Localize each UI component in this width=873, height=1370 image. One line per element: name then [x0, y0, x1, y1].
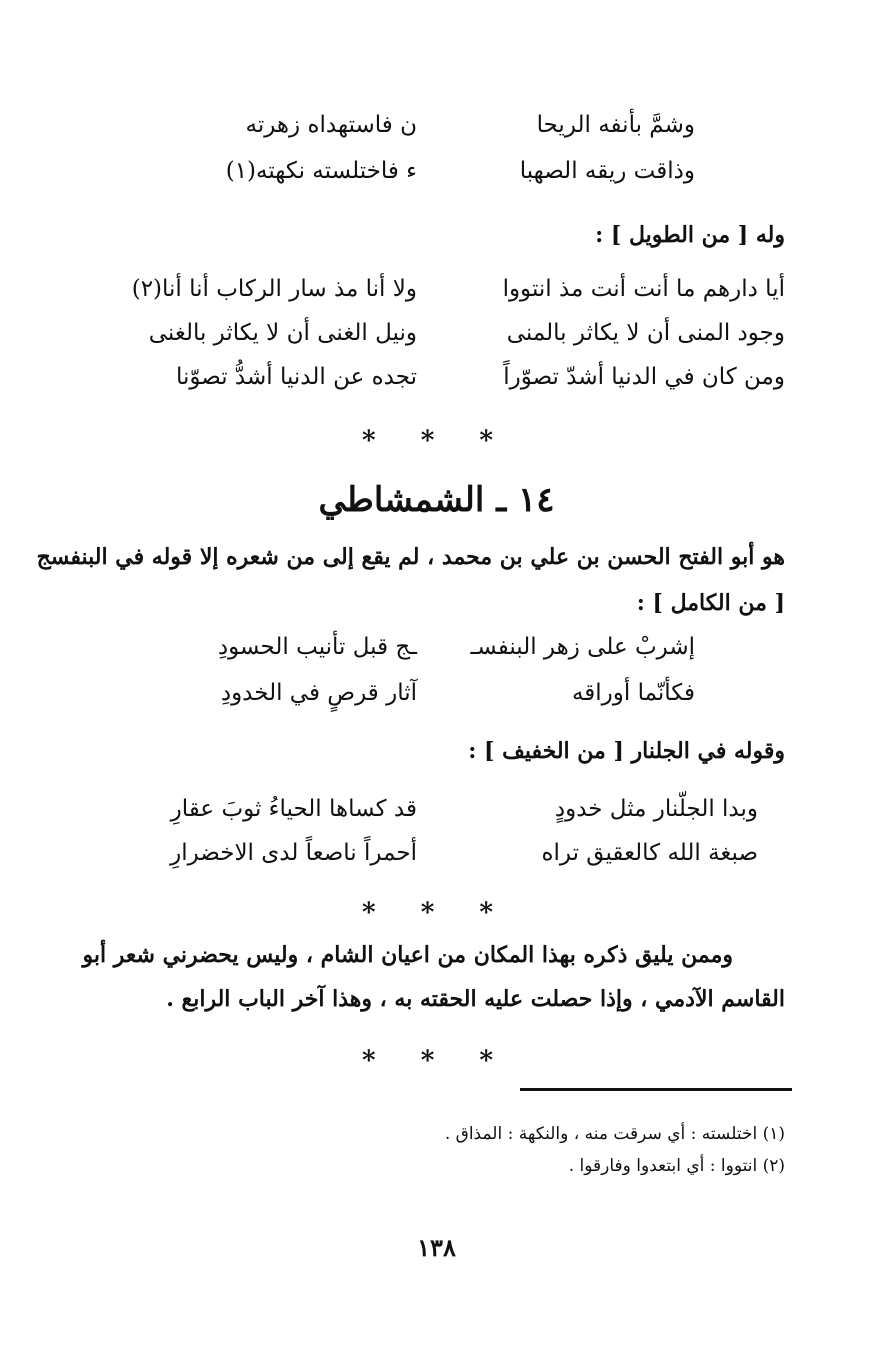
- verse-first-hemistich: وذاقت ريقه الصهبا: [519, 158, 695, 184]
- verse-second-hemistich: آثار قرصٍ في الخدودِ: [220, 680, 417, 706]
- biography-meter: [ من الكامل ] :: [636, 590, 785, 616]
- verse-first-hemistich: ومن كان في الدنيا أشدّ تصوّراً: [503, 364, 785, 390]
- verse-second-hemistich: قد كساها الحياءُ ثوبَ عقارِ: [170, 796, 417, 822]
- page-number: ١٣٨: [417, 1233, 456, 1262]
- footnote-rule: [520, 1088, 792, 1091]
- verse-second-hemistich: ء فاختلسته نكهته(١): [225, 158, 417, 184]
- verse-first-hemistich: إشربْ على زهر البنفسـ: [470, 634, 695, 660]
- verse-first-hemistich: وشمَّ بأنفه الريحا: [536, 112, 695, 138]
- section-separator: * * *: [362, 426, 511, 456]
- verse-second-hemistich: تجده عن الدنيا أشدُّ تصوّنا: [175, 364, 417, 390]
- verse-line: [0, 364, 873, 410]
- verse-line: [0, 276, 873, 322]
- section-separator: * * *: [362, 1046, 511, 1076]
- biography-line: هو أبو الفتح الحسن بن علي بن محمد ، لم يقع إلى من شعره إلا قوله في البنفسج: [36, 544, 785, 570]
- verse-second-hemistich: ـج قبل تأنيب الحسودِ: [217, 634, 417, 660]
- verse-line: [0, 634, 873, 680]
- section-title: ١٤ ـ الشمشاطي: [318, 480, 555, 520]
- verse-first-hemistich: وجود المنى أن لا يكاثر بالمنى: [506, 320, 785, 346]
- meter-intro: وله [ من الطويل ] :: [595, 222, 785, 248]
- verse-second-hemistich: أحمراً ناصعاً لدى الاخضرارِ: [170, 840, 417, 866]
- verse-second-hemistich: ن فاستهداه زهرته: [245, 112, 417, 138]
- verse-first-hemistich: فكأنّما أوراقه: [571, 680, 695, 706]
- verse-line: [0, 680, 873, 726]
- verse-first-hemistich: وبدا الجلّنار مثل خدودٍ: [554, 796, 758, 822]
- verse-second-hemistich: ونيل الغنى أن لا يكاثر بالغنى: [148, 320, 417, 346]
- verse-first-hemistich: صبغة الله كالعقيق تراه: [541, 840, 758, 866]
- verse-line: [0, 796, 873, 842]
- closing-paragraph-line: وممن يليق ذكره بهذا المكان من اعيان الشام ، وليس يحضرني شعر أبو: [82, 942, 733, 968]
- verse-first-hemistich: أيا دارهم ما أنت أنت مذ انتووا: [502, 276, 785, 302]
- verse-line: [0, 840, 873, 886]
- meter-intro: وقوله في الجلنار [ من الخفيف ] :: [468, 738, 785, 764]
- verse-second-hemistich: ولا أنا مذ سار الركاب أنا أنا(٢): [131, 276, 417, 302]
- footnote: (٢) انتووا : أي ابتعدوا وفارقوا .: [568, 1156, 785, 1176]
- verse-line: [0, 158, 873, 204]
- section-separator: * * *: [362, 898, 511, 928]
- verse-line: [0, 112, 873, 158]
- footnote: (١) اختلسته : أي سرقت منه ، والنكهة : المذاق .: [444, 1124, 785, 1144]
- closing-paragraph-line: القاسم الآدمي ، وإذا حصلت عليه الحقته به ، وهذا آخر الباب الرابع .: [166, 986, 785, 1012]
- verse-line: [0, 320, 873, 366]
